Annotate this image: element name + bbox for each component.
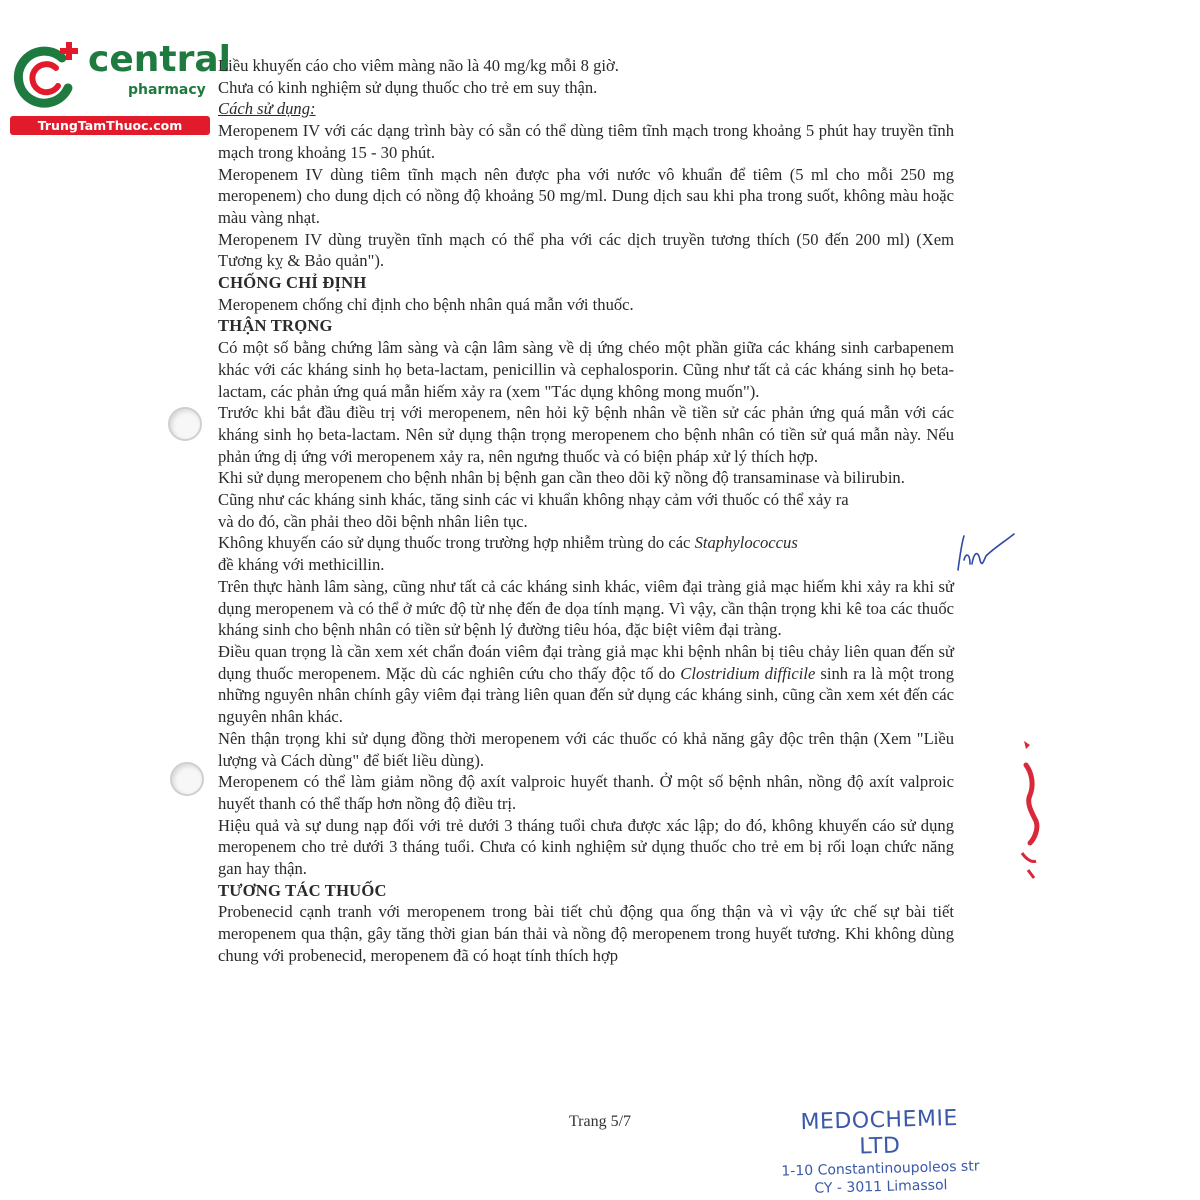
central-pharmacy-logo (10, 38, 231, 138)
italic-term: Staphylococcus (694, 533, 798, 553)
paragraph: Meropenem IV dùng tiêm tĩnh mạch nên được pha với nước vô khuẩn để tiêm (5 ml cho mỗi 250 mg meropenem) cho dung dịch có nồng độ khoảng 50 mg/ml. Dung dịch sau khi pha trong suốt, không màu hoặc màu vàng nhạt. (218, 164, 954, 227)
document-body (218, 55, 954, 967)
punch-hole-top (168, 407, 202, 441)
paragraph (218, 532, 954, 575)
paragraph: Trước khi bắt đầu điều trị với meropenem, nên hỏi kỹ bệnh nhân về tiền sử các phản ứng quá mẫn với các kháng sinh họ beta-lactam. Nên sử dụng thận trọng meropenem cho bệnh nhân có tiền sử quá mẫn này. Nếu phản ứng dị ứng với meropenem xảy ra, nên ngưng thuốc và có biện pháp xử lý thích hợp. (218, 403, 954, 466)
paragraph: Nên thận trọng khi sử dụng đồng thời meropenem với các thuốc có khả năng gây độc trên thận (Xem "Liều lượng và Cách dùng" để biết liều dùng). (218, 728, 954, 770)
paragraph: Hiệu quả và sự dung nạp đối với trẻ dưới 3 tháng tuổi chưa được xác lập; do đó, không khuyến cáo sử dụng meropenem cho trẻ dưới 3 tháng tuổi. Chưa có kinh nghiệm sử dụng thuốc cho trẻ em bị rối loạn chức năng gan hay thận. (218, 815, 954, 879)
paragraph (218, 489, 954, 532)
page-number: Trang 5/7 (568, 1113, 632, 1130)
red-stamp-fragment (1010, 735, 1050, 885)
logo-website-banner[interactable]: TrungTamThuoc.com (10, 116, 210, 135)
paragraph-text: và do đó, cần phải theo dõi bệnh nhân liên tục. (218, 511, 528, 531)
paragraph: Liều khuyến cáo cho viêm màng não là 40 mg/kg mỗi 8 giờ. (218, 56, 619, 75)
paragraph-text: Không khuyến cáo sử dụng thuốc trong trường hợp nhiễm trùng do các (218, 533, 691, 553)
stamp-address: 1-10 Constantinoupoleos str (781, 1158, 980, 1180)
paragraph-text: sinh ra là một trong những nguyên nhân chính gây viêm đại tràng liên quan đến sử dụng các kháng sinh, cũng cần xem xét đến các nguyên nhân khác. (218, 663, 954, 727)
section-heading-interactions: TƯƠNG TÁC THUỐC (218, 880, 387, 900)
paragraph-text: Điều quan trọng là cần xem xét chẩn đoán viêm đại tràng giả mạc khi bệnh nhân bị tiêu chảy liên quan đến sử dụng thuốc meropenem. Mặc dù các nghiên cứu cho thấy độc tố do (218, 641, 954, 683)
paragraph-text: Cũng như các kháng sinh khác, tăng sinh các vi khuẩn không nhạy cảm với thuốc có thể xảy ra (218, 490, 849, 510)
paragraph: Khi sử dụng meropenem cho bệnh nhân bị bệnh gan cần theo dõi kỹ nồng độ transaminase và bilirubin. (218, 468, 905, 488)
paragraph: Trên thực hành lâm sàng, cũng như tất cả các kháng sinh khác, viêm đại tràng giả mạc hiếm khi xảy ra khi sử dụng meropenem và có thể ở mức độ từ nhẹ đến đe dọa tính mạng. Vì vậy, cần thận trọng khi kê toa các thuốc kháng sinh cho bệnh nhân có tiền sử bệnh lý đường tiêu hóa, đặc biệt viêm đại tràng. (218, 576, 954, 640)
italic-term: Clostridium difficile (680, 663, 816, 683)
paragraph: Meropenem có thể làm giảm nồng độ axít valproic huyết thanh. Ở một số bệnh nhân, nồng độ axít valproic huyết thanh có thể thấp hơn nồng độ điều trị. (218, 772, 954, 813)
logo-brand-text: central (88, 39, 231, 80)
punch-hole-bottom (170, 762, 204, 796)
company-stamp (779, 1105, 981, 1198)
paragraph (218, 641, 954, 728)
paragraph: Meropenem IV với các dạng trình bày có sẵn có thể dùng tiêm tĩnh mạch trong khoảng 5 phút hay truyền tĩnh mạch trong khoảng 15 - 30 phút. (218, 121, 954, 162)
pharmacy-c-cross-icon (10, 38, 88, 116)
paragraph: Probenecid cạnh tranh với meropenem trong bài tiết chủ động qua ống thận và vì vậy ức chế sự bài tiết meropenem qua thận, gây tăng thời gian bán thải và nồng độ meropenem trong huyết tương. Khi không dùng chung với probenecid, meropenem đã có hoạt tính thích hợp (218, 902, 954, 965)
handwritten-initial-signature (950, 530, 1020, 580)
paragraph: Chưa có kinh nghiệm sử dụng thuốc cho trẻ em suy thận. (218, 77, 598, 97)
logo-sub-text: pharmacy (128, 82, 206, 98)
paragraph: Meropenem IV dùng truyền tĩnh mạch có thể pha với các dịch truyền tương thích (50 đến 200 ml) (Xem Tương kỵ & Bảo quản"). (218, 229, 954, 271)
paragraph: Có một số bằng chứng lâm sàng và cận lâm sàng về dị ứng chéo một phần giữa các kháng sinh carbapenem khác với các kháng sinh họ beta-lactam, penicillin và cephalosporin. Cũng như tất cả các kháng sinh họ beta-lactam, các phản ứng quá mẫn hiếm xảy ra (xem "Tác dụng không mong muốn"). (218, 338, 954, 401)
usage-subheading: Cách sử dụng: (218, 99, 316, 119)
stamp-city: CY - 3011 Limassol (814, 1177, 948, 1197)
section-heading-contraindications: CHỐNG CHỈ ĐỊNH (218, 273, 367, 293)
stamp-company-name: MEDOCHEMIE LTD (800, 1105, 959, 1160)
paragraph: Meropenem chống chỉ định cho bệnh nhân quá mẫn với thuốc. (218, 294, 634, 314)
section-heading-precautions: THẬN TRỌNG (218, 316, 333, 336)
paragraph-text: đề kháng với methicillin. (218, 555, 385, 575)
